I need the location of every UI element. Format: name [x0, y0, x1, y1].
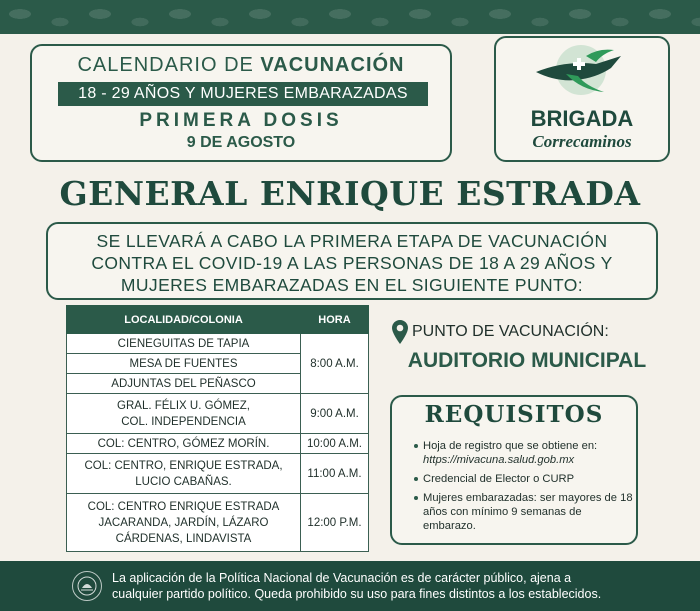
calendar-title: [32, 54, 450, 77]
hour-cell: 9:00 A.M.: [301, 394, 369, 434]
hour-cell: 12:00 P.M.: [301, 494, 369, 552]
location-cell: [67, 494, 301, 552]
table-row: [67, 394, 369, 434]
location-line: COL: CENTRO ENRIQUE ESTRADA: [87, 500, 280, 513]
announcement-text: [48, 230, 656, 296]
vaccination-date: 9 DE AGOSTO: [186, 134, 296, 151]
audience-band: 18 - 29 AÑOS Y MUJERES EMBARAZADAS: [58, 82, 428, 106]
location-cell: MESA DE FUENTES: [67, 354, 301, 374]
requirement-text: Credencial de Elector o CURP: [423, 473, 575, 485]
requirements-title: REQUISITOS: [424, 401, 604, 428]
footer-line: cualquier partido político. Queda prohibido su uso para fines distintos a los establecidos.: [112, 587, 602, 601]
footer-disclaimer: [112, 570, 672, 602]
dose-label: PRIMERA DOSIS: [139, 110, 343, 131]
announcement-line: MUJERES EMBARAZADAS EN EL SIGUIENTE PUNTO:: [120, 275, 584, 295]
location-line: COL: CENTRO, ENRIQUE ESTRADA,: [84, 459, 283, 472]
table-row: [67, 434, 369, 454]
brigade-name: BRIGADA: [530, 106, 634, 131]
location-cell: CIENEGUITAS DE TAPIA: [67, 334, 301, 354]
list-item: [414, 472, 636, 486]
location-line: LUCIO CABAÑAS.: [135, 475, 232, 488]
location-line: COL. INDEPENDENCIA: [121, 415, 246, 428]
footer-line: La aplicación de la Política Nacional de Vacunación es de carácter público, ajena a: [112, 571, 572, 585]
requirements-box: [390, 395, 638, 545]
announcement-line: SE LLEVARÁ A CABO LA PRIMERA ETAPA DE VACUNACIÓN: [96, 231, 608, 251]
hour-cell: 11:00 A.M.: [301, 454, 369, 494]
venue-label: PUNTO DE VACUNACIÓN:: [412, 323, 609, 340]
announcement-box: [46, 222, 658, 300]
roadrunner-cross-icon: [526, 42, 636, 102]
location-cell: [67, 454, 301, 494]
location-cell: [67, 394, 301, 434]
hour-cell: 8:00 A.M.: [301, 334, 369, 394]
municipality-title: GENERAL ENRIQUE ESTRADA: [59, 174, 641, 213]
hour-cell: 10:00 A.M.: [301, 434, 369, 454]
column-header-hour: HORA: [301, 306, 369, 334]
announcement-line: CONTRA EL COVID-19 A LAS PERSONAS DE 18 A 29 AÑOS Y: [91, 253, 613, 273]
table-row: [67, 454, 369, 494]
location-cell: ADJUNTAS DEL PEÑASCO: [67, 374, 301, 394]
requirement-text: Mujeres embarazadas: ser mayores de 18 años con mínimo 9 semanas de embarazo.: [423, 492, 633, 532]
list-item: [414, 491, 636, 533]
location-cell: COL: CENTRO, GÓMEZ MORÍN.: [67, 434, 301, 454]
location-line: JACARANDA, JARDÍN, LÁZARO: [98, 516, 269, 529]
decorative-top-band: [0, 0, 700, 34]
footer-band: [0, 561, 700, 611]
brigade-subtitle: Correcaminos: [532, 132, 632, 151]
requirement-text: Hoja de registro que se obtiene en:: [423, 440, 598, 452]
mexico-coat-of-arms-icon: [72, 571, 102, 601]
registration-link[interactable]: https://mivacuna.salud.gob.mx: [423, 454, 575, 466]
calendar-box: [30, 44, 452, 162]
map-pin-icon: [392, 320, 408, 344]
table-row: [67, 334, 369, 354]
table-row: [67, 494, 369, 552]
requirements-list: [414, 439, 636, 538]
brigade-box: [494, 36, 670, 162]
column-header-location: LOCALIDAD/COLONIA: [67, 306, 301, 334]
calendar-title-bold: VACUNACIÓN: [260, 54, 405, 76]
venue-name: AUDITORIO MUNICIPAL: [407, 349, 647, 372]
list-item: [414, 439, 636, 467]
location-line: CÁRDENAS, LINDAVISTA: [115, 532, 252, 545]
venue-label-row: [392, 318, 682, 346]
table-header-row: [67, 306, 369, 334]
calendar-title-prefix: CALENDARIO DE: [77, 54, 261, 76]
location-line: GRAL. FÉLIX U. GÓMEZ,: [117, 399, 250, 412]
schedule-table: [66, 305, 369, 552]
